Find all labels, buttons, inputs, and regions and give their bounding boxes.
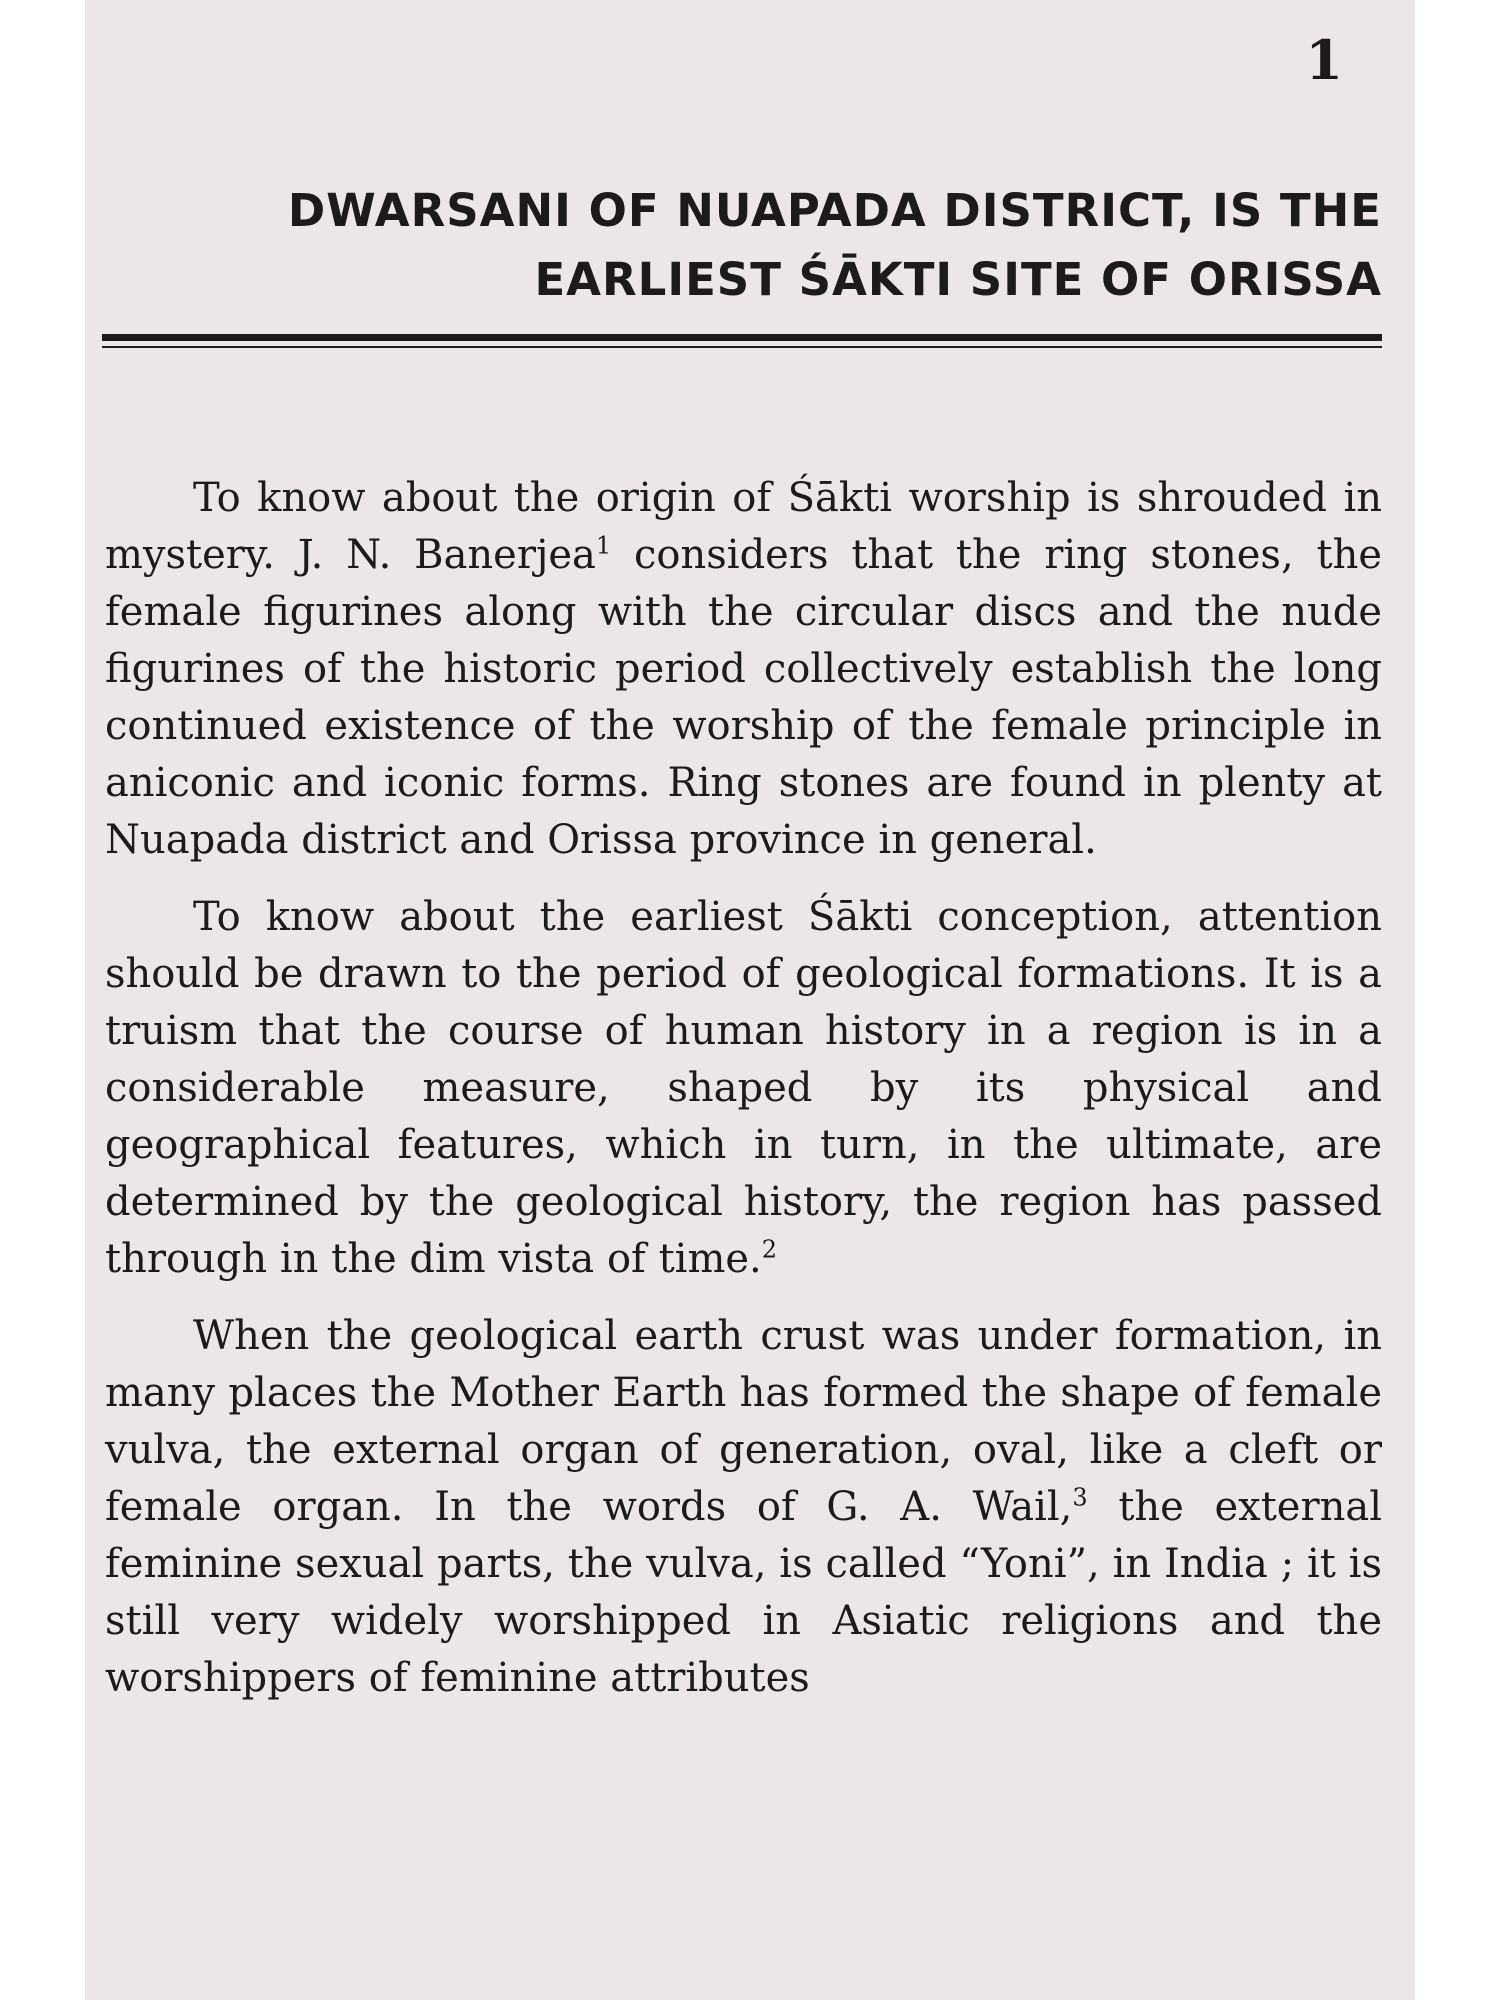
paragraph-text: considers that the ring stones, the female figurines along with the circular discs and the nude figurines of the historic period collectively establish the long continued existence of the worship of the female principle in aniconic and iconic forms. Ring stones are found in plenty at Nuapada district and Orissa province in general. xyxy=(105,532,1382,863)
chapter-number: 1 xyxy=(1305,28,1343,92)
paragraph-text: To know about the origin of Śākti worship is shrouded in mystery. J. N. Banerjea xyxy=(105,475,1382,578)
chapter-title xyxy=(282,176,1382,314)
body-text xyxy=(105,470,1382,1727)
footnote-marker: 3 xyxy=(1072,1483,1088,1512)
paragraph xyxy=(105,889,1382,1288)
title-rule-thin xyxy=(102,346,1382,348)
paragraph-text: When the geological earth crust was under formation, in many places the Mother Earth has formed the shape of female vulva, the external organ of generation, oval, like a cleft or female organ. In the words of G. A. Wail, xyxy=(105,1313,1382,1530)
footnote-marker: 1 xyxy=(595,531,612,560)
paragraph xyxy=(105,1308,1382,1707)
footnote-marker: 2 xyxy=(761,1235,778,1264)
paragraph-text: To know about the earliest Śākti conception, attention should be drawn to the period of geological formations. It is a truism that the course of human history in a region is in a considerable measure, shaped by its physical and geographical features, which in turn, in the ultimate, are determined by the geological history, the region has passed through in the dim vista of time. xyxy=(105,894,1382,1282)
paragraph xyxy=(105,470,1382,869)
paragraph-text: the external feminine sexual parts, the vulva, is called “Yoni”, in India ; it is still very widely worshipped in Asiatic religions and the worshippers of feminine attributes xyxy=(105,1484,1383,1701)
title-rule-thick xyxy=(102,334,1382,341)
book-page xyxy=(85,0,1415,2000)
chapter-title-line: EARLIEST ŚĀKTI SITE OF ORISSA xyxy=(534,253,1382,306)
chapter-title-line: DWARSANI OF NUAPADA DISTRICT, IS THE xyxy=(287,184,1382,237)
